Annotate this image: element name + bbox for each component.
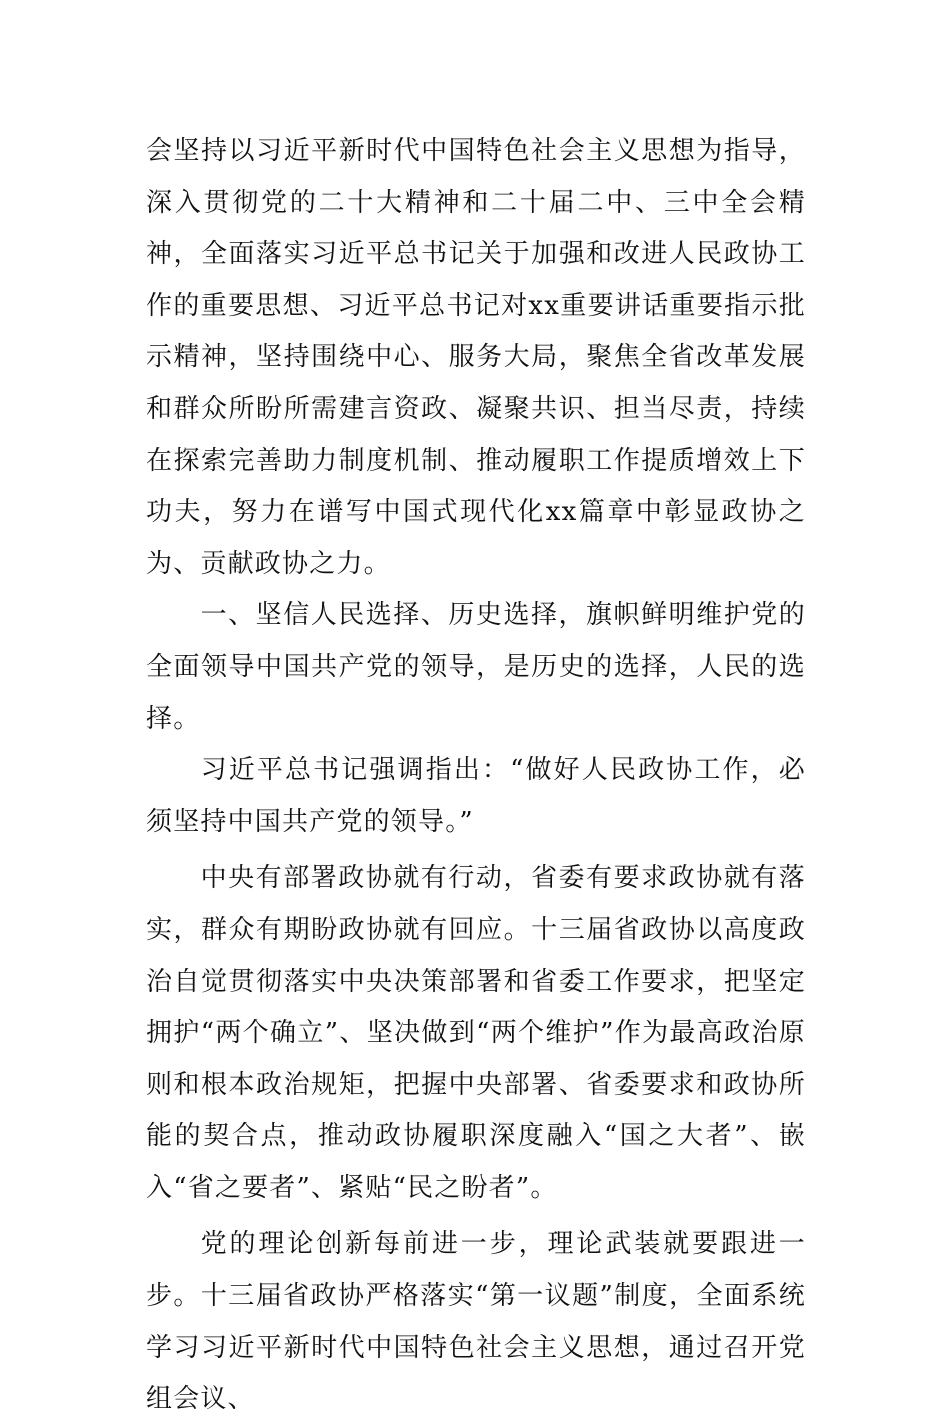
paragraph-theory-innovation: 党的理论创新每前进一步，理论武装就要跟进一步。十三届省政协严格落实“第一议题”制度，全面系统学习习近平新时代中国特色社会主义思想，通过召开党组会议、 (146, 1229, 806, 1415)
paragraph-quote: 习近平总书记强调指出：“做好人民政协工作，必须坚持中国共产党的领导。” (146, 755, 806, 837)
paragraph-guiding-thought: 会坚持以习近平新时代中国特色社会主义思想为指导，深入贯彻党的二十大精神和二十届二中、三中全会精神，全面落实习近平总书记关于加强和改进人民政协工作的重要思想、习近平总书记对xx重要讲话重要指示批示精神，坚持围绕中心、服务大局，聚焦全省改革发展和群众所盼所需建言资政、凝聚共识、担当尽责，持续在探索完善助力制度机制、推动履职工作提质增效上下功夫，努力在谱写中国式现代化xx篇章中彰显政协之为、贡献政协之力。 (146, 136, 806, 579)
paragraph-section-heading: 一、坚信人民选择、历史选择，旗帜鲜明维护党的全面领导中国共产党的领导，是历史的选择，人民的选择。 (146, 600, 806, 734)
document-body (146, 126, 806, 1426)
paragraph-central-deployment: 中央有部署政协就有行动，省委有要求政协就有落实，群众有期盼政协就有回应。十三届省政协以高度政治自觉贯彻落实中央决策部署和省委工作要求，把坚定拥护“两个确立”、坚决做到“两个维护”作为最高政治原则和根本政治规矩，把握中央部署、省委要求和政协所能的契合点，推动政协履职深度融入“国之大者”、嵌入“省之要者”、紧贴“民之盼者”。 (146, 863, 806, 1203)
